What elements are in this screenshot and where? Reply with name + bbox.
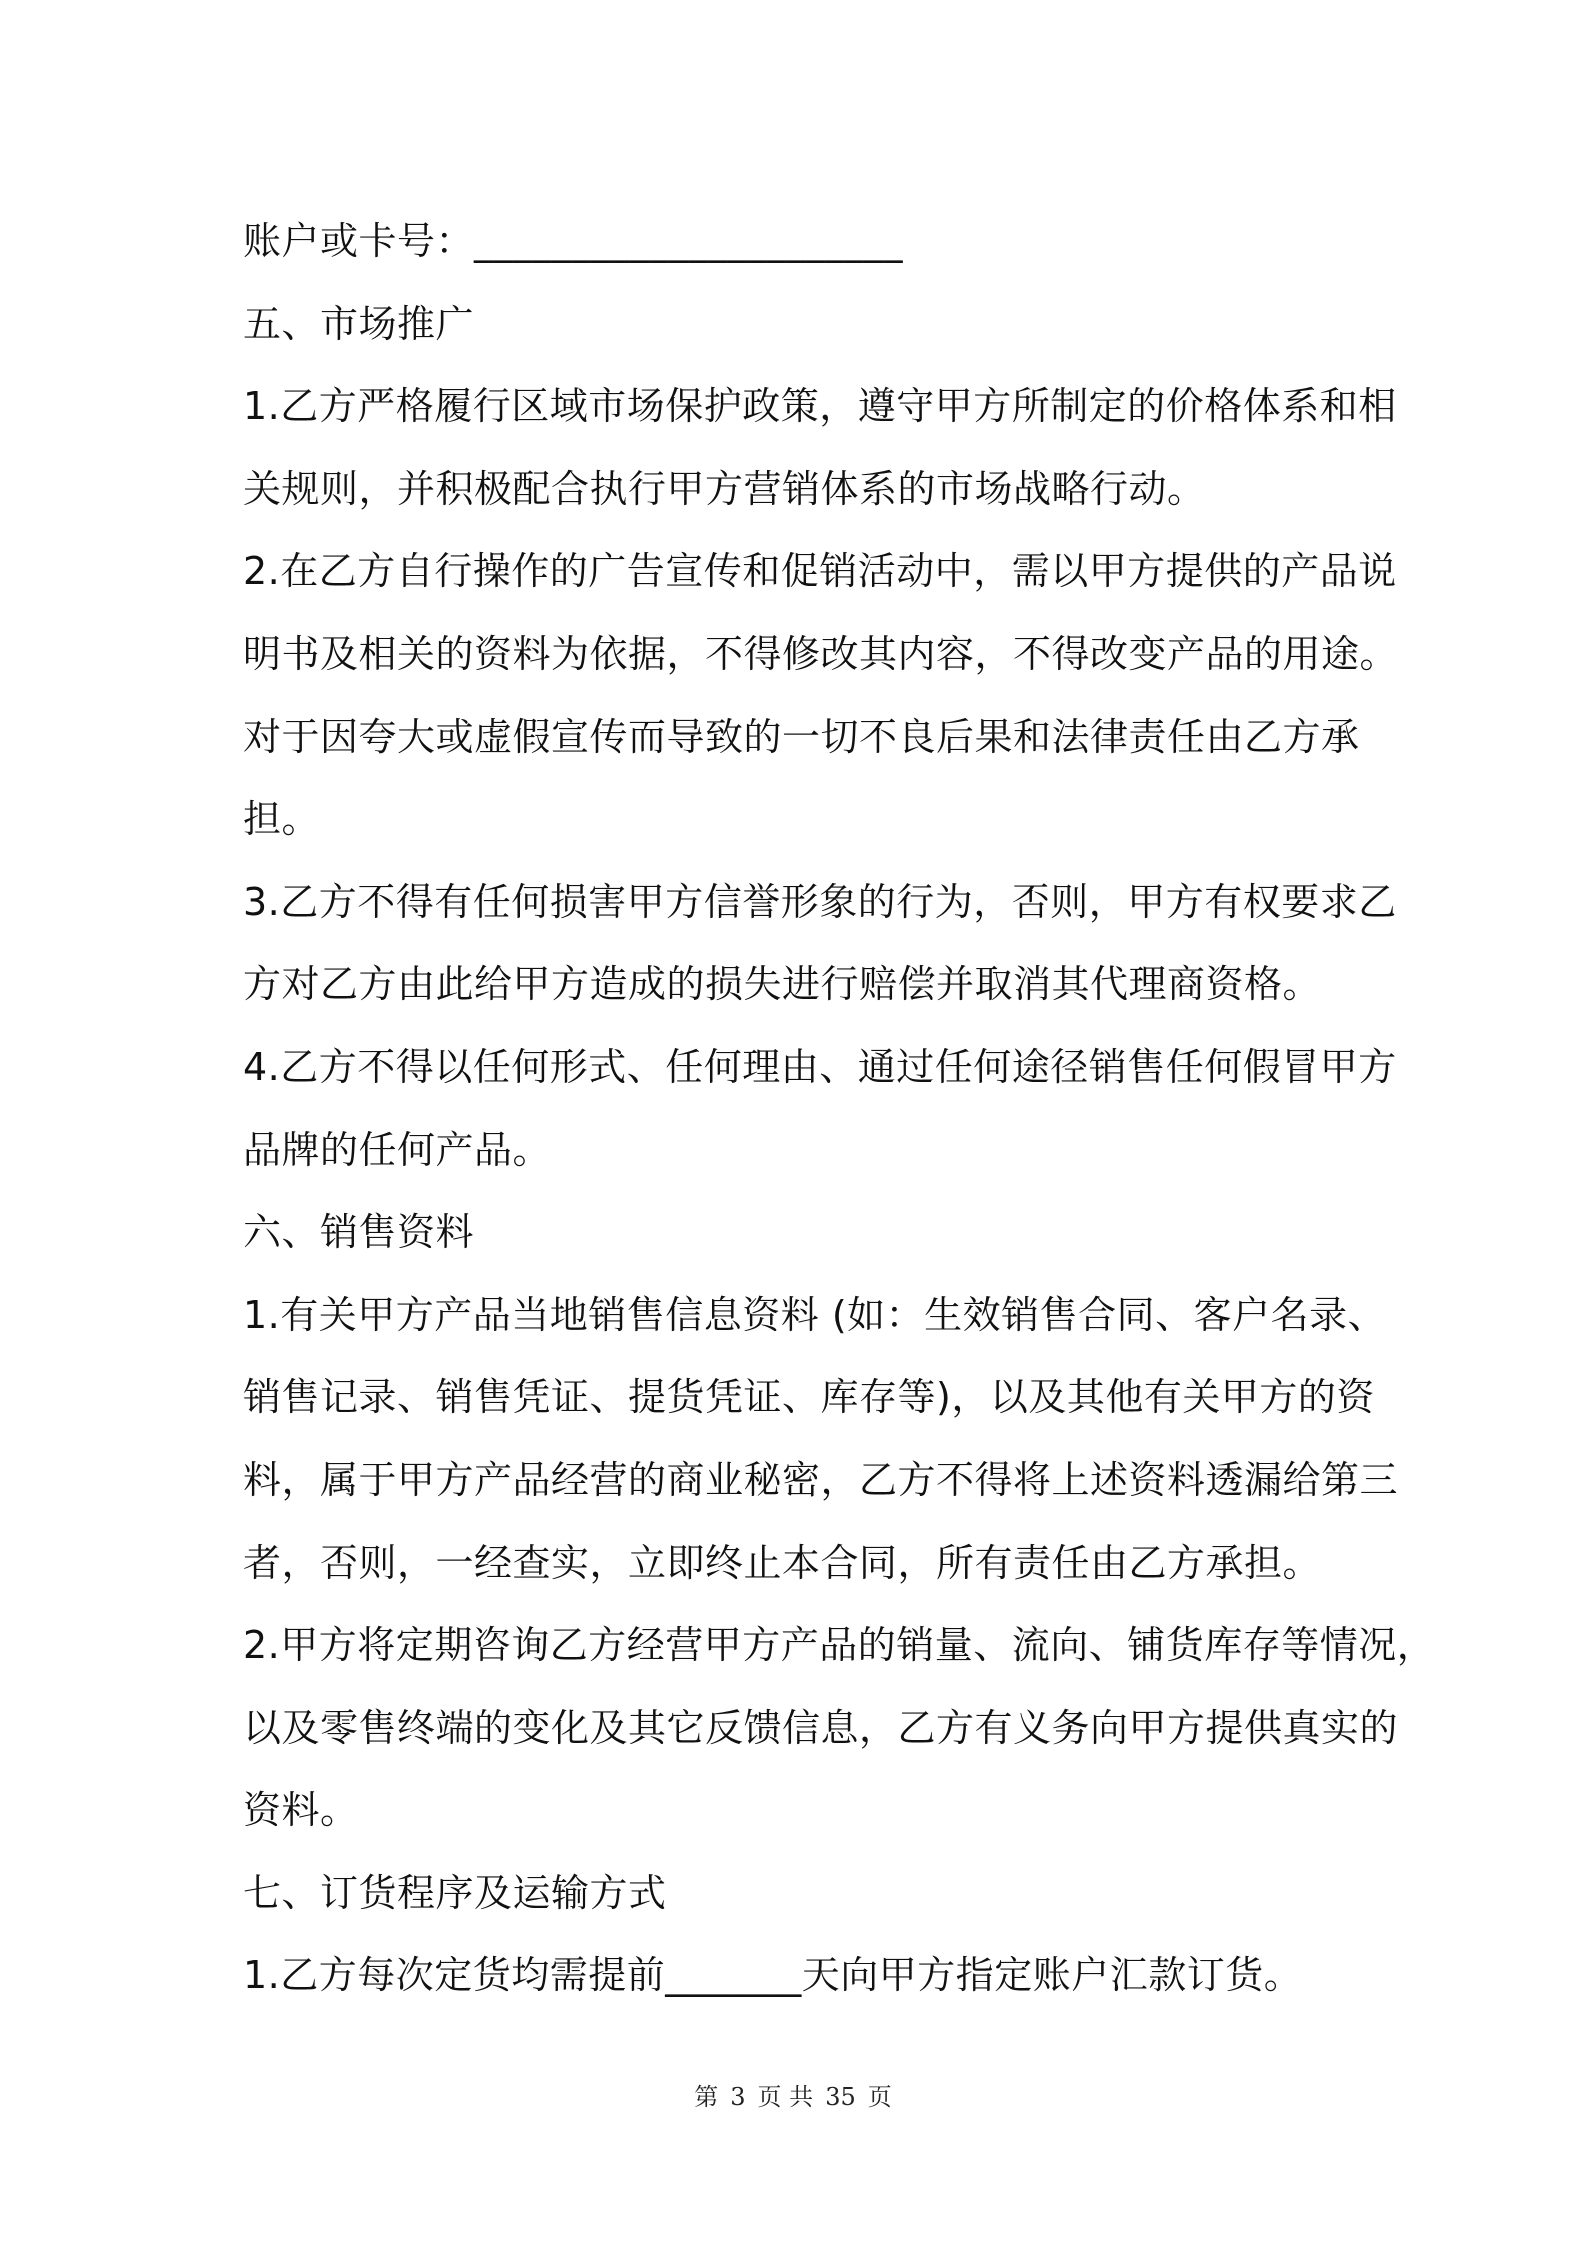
total-pages-number: 35 <box>825 2083 856 2111</box>
account-number-line: 账户或卡号：______________________ <box>243 219 904 263</box>
page-footer <box>0 2077 1586 2112</box>
paragraph-line: 方对乙方由此给甲方造成的损失进行赔偿并取消其代理商资格。 <box>243 962 1322 1007</box>
footer-prefix: 第 <box>694 2083 719 2111</box>
paragraph-line: 资料。 <box>243 1788 359 1833</box>
paragraph-line: 者，否则，一经查实，立即终止本合同，所有责任由乙方承担。 <box>243 1540 1322 1585</box>
paragraph-line: 料，属于甲方产品经营的商业秘密，乙方不得将上述资料透漏给第三 <box>243 1457 1399 1502</box>
document-body <box>243 200 1436 2017</box>
paragraph-line: 对于因夸大或虚假宣传而导致的一切不良后果和法律责任由乙方承 <box>243 714 1360 759</box>
footer-suffix: 页 <box>867 2083 892 2111</box>
section-heading-sales-materials: 六、销售资料 <box>243 1210 475 1255</box>
paragraph-line: 担。 <box>243 797 321 842</box>
paragraph-line: 以及零售终端的变化及其它反馈信息，乙方有义务向甲方提供真实的 <box>243 1705 1399 1750</box>
paragraph-line: 明书及相关的资料为依据，不得修改其内容，不得改变产品的用途。 <box>243 631 1399 676</box>
paragraph-line: 销售记录、销售凭证、提货凭证、库存等)，以及其他有关甲方的资 <box>243 1375 1375 1420</box>
paragraph-line: 2.在乙方自行操作的广告宣传和促销活动中，需以甲方提供的产品说 <box>243 549 1397 594</box>
section-heading-ordering-procedure: 七、订货程序及运输方式 <box>243 1870 667 1915</box>
section-heading-market-promotion: 五、市场推广 <box>243 301 475 346</box>
paragraph-line: 2.甲方将定期咨询乙方经营甲方产品的销量、流向、铺货库存等情况， <box>243 1623 1436 1668</box>
paragraph-line: 4.乙方不得以任何形式、任何理由、通过任何途径销售任何假冒甲方 <box>243 1044 1397 1089</box>
paragraph-line: 1.有关甲方产品当地销售信息资料 (如：生效销售合同、客户名录、 <box>243 1292 1387 1337</box>
paragraph-line: 3.乙方不得有任何损害甲方信誉形象的行为，否则，甲方有权要求乙 <box>243 879 1397 924</box>
paragraph-line: 1.乙方每次定货均需提前_______天向甲方指定账户汇款订货。 <box>243 1953 1303 1998</box>
paragraph-line: 1.乙方严格履行区域市场保护政策，遵守甲方所制定的价格体系和相 <box>243 384 1397 429</box>
paragraph-line: 品牌的任何产品。 <box>243 1127 552 1172</box>
paragraph-line: 关规则，并积极配合执行甲方营销体系的市场战略行动。 <box>243 466 1206 511</box>
footer-middle: 页 共 <box>757 2083 814 2111</box>
current-page-number: 3 <box>730 2083 746 2111</box>
